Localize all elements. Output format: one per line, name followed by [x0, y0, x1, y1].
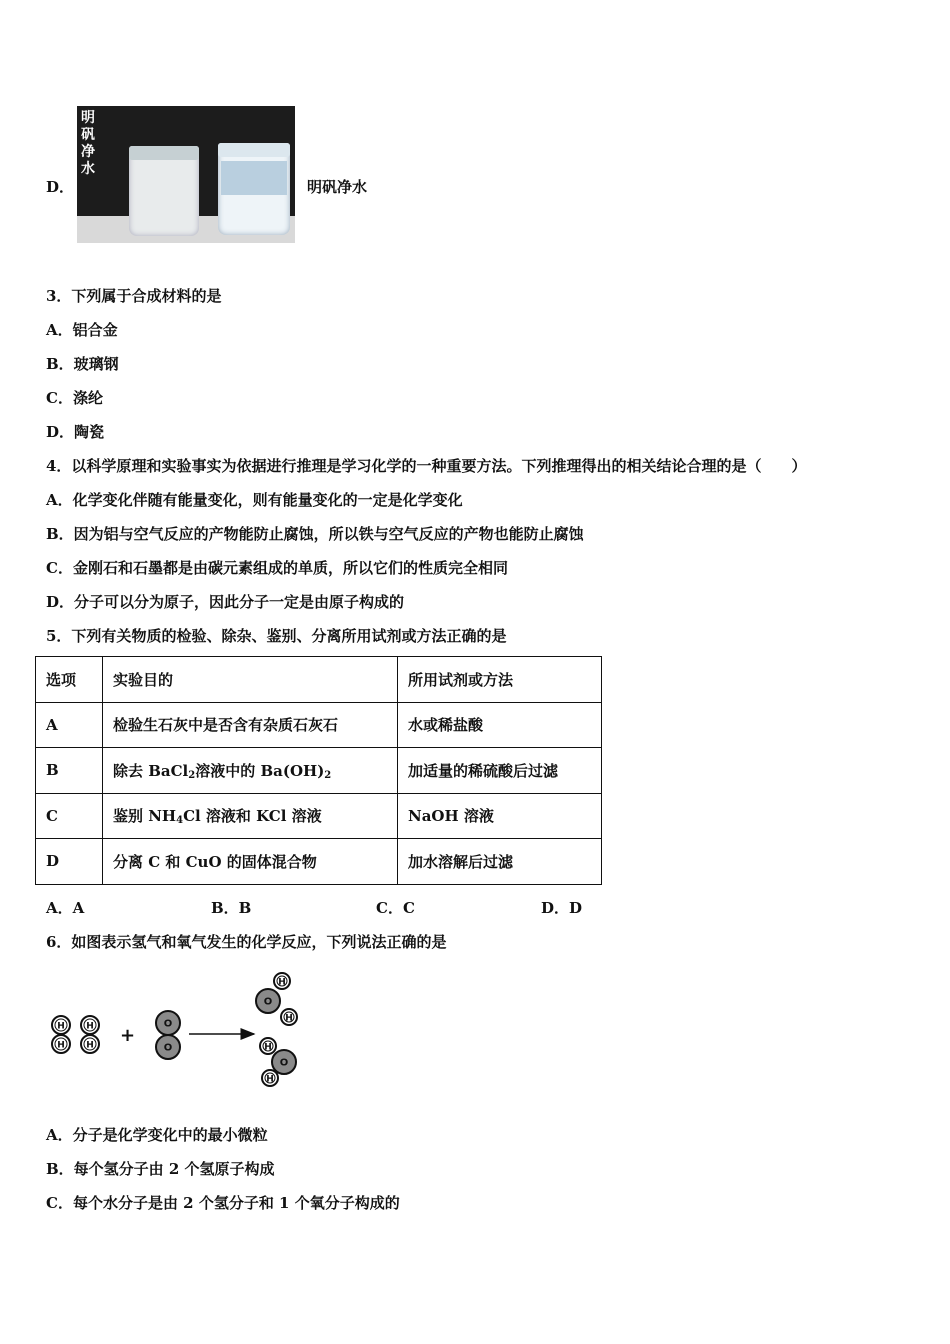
header-purpose: 实验目的 [103, 657, 398, 703]
svg-text:H: H [264, 1042, 272, 1053]
q2-option-d-letter: D． [46, 178, 75, 196]
hydrogen-atom [52, 1035, 70, 1053]
row-method: 加水溶解后过滤 [398, 839, 602, 885]
q5-option-b: B．B [211, 899, 252, 917]
q6-stem: 6．如图表示氢气和氧气发生的化学反应，下列说法正确的是 [46, 933, 447, 951]
q5-option-c: C．C [376, 899, 415, 917]
cloudy-water-glass [129, 146, 199, 236]
row-purpose: 检验生石灰中是否含有杂质石灰石 [103, 702, 398, 748]
table-row [36, 839, 602, 885]
q3-option-d: D．陶瓷 [46, 423, 105, 441]
row-purpose: 分离 C 和 CuO 的固体混合物 [103, 839, 398, 885]
svg-text:O: O [279, 1057, 289, 1069]
hydrogen-atom [262, 1070, 278, 1086]
q5-option-a: A．A [46, 899, 85, 917]
oxygen-atom [256, 989, 280, 1013]
svg-text:H: H [285, 1013, 293, 1024]
q4-option-c: C．金刚石和石墨都是由碳元素组成的单质，所以它们的性质完全相同 [46, 559, 508, 577]
hydrogen-atom [81, 1035, 99, 1053]
svg-text:O: O [163, 1042, 173, 1054]
row-option: D [36, 839, 103, 885]
q3-option-b: B．玻璃钢 [46, 355, 119, 373]
row-purpose: 除去 BaCl$_2$溶液中的 $Ba(OH)_2$ [103, 748, 398, 794]
q6-option-c: C．每个水分子是由 2 个氢分子和 1 个氧分子构成的 [46, 1194, 400, 1212]
q4-option-d: D．分子可以分为原子，因此分子一定是由原子构成的 [46, 593, 405, 611]
q4-option-a: A．化学变化伴随有能量变化，则有能量变化的一定是化学变化 [46, 491, 463, 509]
clear-water-glass [218, 143, 290, 235]
q4-stem: 4．以科学原理和实验事实为依据进行推理是学习化学的一种重要方法。下列推理得出的相关结论合理的是（ ） [46, 457, 807, 475]
svg-text:H: H [86, 1021, 94, 1032]
oxygen-atom [272, 1050, 296, 1074]
q3-option-a: A．铝合金 [46, 321, 118, 339]
hydrogen-atom [260, 1038, 276, 1054]
header-method: 所用试剂或方法 [398, 657, 602, 703]
q5-table [35, 656, 602, 885]
svg-text:H: H [57, 1040, 65, 1051]
q3-stem: 3．下列属于合成材料的是 [46, 287, 222, 305]
header-option: 选项 [36, 657, 103, 703]
q2-option-d-caption: 明矾净水 [307, 178, 368, 196]
hydrogen-atom [52, 1016, 70, 1034]
row-method: NaOH 溶液 [398, 793, 602, 839]
q5-stem: 5．下列有关物质的检验、除杂、鉴别、分离所用试剂或方法正确的是 [46, 627, 507, 645]
hydrogen-atom [274, 973, 290, 989]
svg-text:H: H [57, 1021, 65, 1032]
reaction-diagram [40, 962, 320, 1092]
svg-text:H: H [86, 1040, 94, 1051]
row-option: B [36, 748, 103, 794]
row-method: 加适量的稀硫酸后过滤 [398, 748, 602, 794]
table-row [36, 793, 602, 839]
row-option: C [36, 793, 103, 839]
hydrogen-atom [281, 1009, 297, 1025]
alum-water-photo [77, 106, 295, 243]
svg-text:H: H [278, 977, 286, 988]
table-row [36, 748, 602, 794]
q5-option-d: D．D [541, 899, 583, 917]
table-header-row [36, 657, 602, 703]
svg-text:H: H [266, 1074, 274, 1085]
row-option: A [36, 702, 103, 748]
q3-option-c: C．涤纶 [46, 389, 103, 407]
row-purpose: 鉴别 $NH_4Cl$ 溶液和 KCl 溶液 [103, 793, 398, 839]
svg-text:O: O [263, 996, 273, 1008]
row-method: 水或稀盐酸 [398, 702, 602, 748]
svg-text:O: O [163, 1018, 173, 1030]
oxygen-atom [156, 1035, 180, 1059]
q6-option-b: B．每个氢分子由 2 个氢原子构成 [46, 1160, 275, 1178]
q4-option-b: B．因为铝与空气反应的产物能防止腐蚀，所以铁与空气反应的产物也能防止腐蚀 [46, 525, 584, 543]
table-row [36, 702, 602, 748]
oxygen-atom [156, 1011, 180, 1035]
q6-option-a: A．分子是化学变化中的最小微粒 [46, 1126, 268, 1144]
hydrogen-atom [81, 1016, 99, 1034]
photo-vertical-text: 明矾净水 [81, 110, 95, 177]
plus-sign: + [120, 1025, 136, 1046]
